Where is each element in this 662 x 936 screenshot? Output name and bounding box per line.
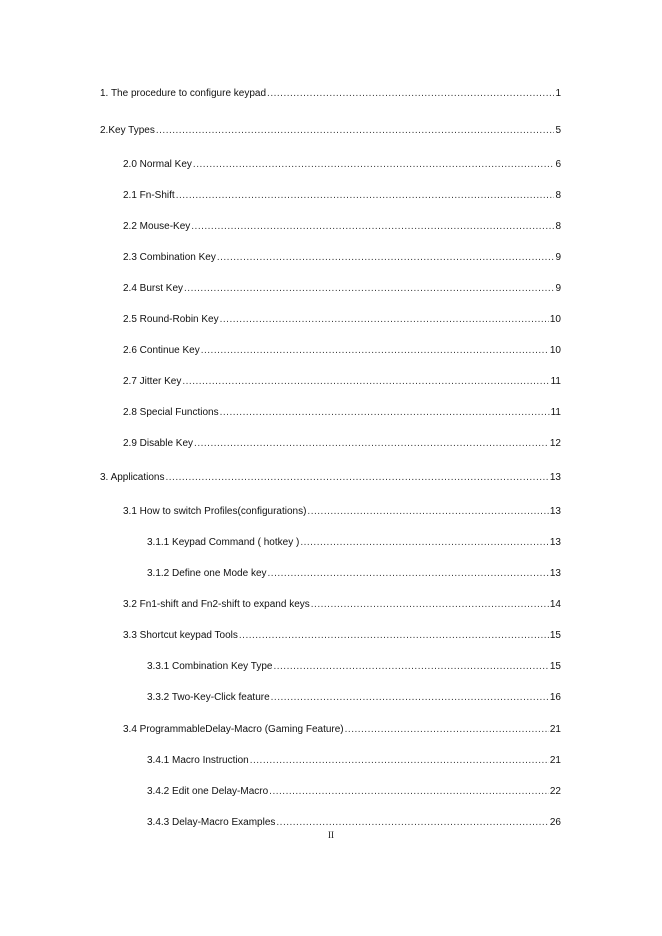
toc-entry-title: 3.3 Shortcut keypad Tools — [123, 630, 238, 641]
toc-entry[interactable] — [123, 598, 561, 611]
toc-leader-dots — [268, 567, 549, 580]
toc-entry[interactable] — [147, 754, 561, 767]
toc-entry[interactable] — [147, 816, 561, 829]
toc-entry-page: 13 — [549, 537, 561, 548]
toc-entry-title: 3.4.3 Delay-Macro Examples — [147, 817, 276, 828]
toc-entry[interactable] — [147, 536, 561, 549]
toc-entry-page: 1 — [555, 88, 561, 99]
toc-leader-dots — [273, 660, 548, 673]
toc-entry-title: 3. Applications — [100, 472, 165, 483]
toc-entry-title: 1. The procedure to configure keypad — [100, 88, 267, 99]
toc-entry-title: 3.2 Fn1-shift and Fn2-shift to expand keys — [123, 599, 310, 610]
toc-leader-dots — [193, 158, 555, 171]
toc-entry-title: 3.1.1 Keypad Command ( hotkey ) — [147, 537, 300, 548]
toc-leader-dots — [276, 816, 548, 829]
toc-entry-page: 11 — [550, 407, 561, 418]
toc-entry[interactable] — [123, 282, 561, 295]
toc-entry-title: 2.1 Fn-Shift — [123, 190, 175, 201]
toc-entry-title: 3.1.2 Define one Mode key — [147, 568, 267, 579]
toc-entry[interactable] — [147, 567, 561, 580]
toc-entry[interactable] — [100, 471, 561, 484]
toc-leader-dots — [194, 437, 549, 450]
toc-entry-page: 14 — [549, 599, 561, 610]
toc-leader-dots — [184, 282, 554, 295]
toc-leader-dots — [267, 87, 554, 100]
toc-entry[interactable] — [123, 313, 561, 326]
toc-entry-page: 11 — [550, 376, 561, 387]
toc-entry-title: 2.Key Types — [100, 125, 155, 136]
toc-entry[interactable] — [100, 124, 561, 137]
toc-entry[interactable] — [123, 220, 561, 233]
toc-leader-dots — [311, 598, 549, 611]
toc-leader-dots — [250, 754, 549, 767]
toc-leader-dots — [166, 471, 549, 484]
toc-entry-page: 13 — [549, 568, 561, 579]
toc-entry[interactable] — [147, 660, 561, 673]
toc-entry[interactable] — [123, 437, 561, 450]
toc-entry-page: 16 — [549, 692, 561, 703]
toc-leader-dots — [220, 406, 550, 419]
toc-entry[interactable] — [123, 158, 561, 171]
toc-leader-dots — [307, 505, 548, 518]
toc-entry-page: 15 — [549, 630, 561, 641]
toc-entry-page: 10 — [549, 314, 561, 325]
toc-leader-dots — [191, 220, 554, 233]
toc-entry-page: 13 — [549, 506, 561, 517]
toc-leader-dots — [182, 375, 549, 388]
toc-entry[interactable] — [123, 189, 561, 202]
toc-entry-title: 2.5 Round-Robin Key — [123, 314, 219, 325]
toc-leader-dots — [269, 785, 549, 798]
toc-entry[interactable] — [123, 344, 561, 357]
toc-entry-page: 8 — [555, 190, 561, 201]
toc-entry-title: 2.8 Special Functions — [123, 407, 219, 418]
toc-entry-page: 22 — [549, 786, 561, 797]
toc-leader-dots — [201, 344, 549, 357]
toc-leader-dots — [176, 189, 555, 202]
toc-entry-title: 3.4 ProgrammableDelay-Macro (Gaming Feature) — [123, 724, 344, 735]
toc-entry[interactable] — [100, 87, 561, 100]
toc-entry-title: 2.0 Normal Key — [123, 159, 192, 170]
toc-entry-page: 15 — [549, 661, 561, 672]
toc-entry-title: 3.3.2 Two-Key-Click feature — [147, 692, 270, 703]
toc-entry[interactable] — [123, 629, 561, 642]
toc-entry-page: 12 — [549, 438, 561, 449]
toc-entry[interactable] — [147, 691, 561, 704]
toc-entry-page: 21 — [549, 724, 561, 735]
toc-entry-title: 3.4.1 Macro Instruction — [147, 755, 249, 766]
toc-leader-dots — [220, 313, 549, 326]
toc-leader-dots — [300, 536, 549, 549]
toc-entry[interactable] — [123, 723, 561, 736]
toc-entry-page: 9 — [555, 283, 561, 294]
toc-entry[interactable] — [147, 785, 561, 798]
toc-leader-dots — [239, 629, 549, 642]
toc-entry-page: 5 — [555, 125, 561, 136]
toc-entry-page: 8 — [555, 221, 561, 232]
toc-leader-dots — [217, 251, 555, 264]
toc-leader-dots — [345, 723, 549, 736]
toc-entry-title: 2.3 Combination Key — [123, 252, 216, 263]
toc-entry-title: 2.2 Mouse-Key — [123, 221, 191, 232]
toc-entry-title: 2.6 Continue Key — [123, 345, 200, 356]
toc-entry-title: 2.4 Burst Key — [123, 283, 184, 294]
toc-leader-dots — [271, 691, 549, 704]
toc-entry-page: 6 — [555, 159, 561, 170]
toc-entry[interactable] — [123, 251, 561, 264]
toc-entry[interactable] — [123, 505, 561, 518]
toc-entry-title: 3.1 How to switch Profiles(configurations) — [123, 506, 307, 517]
toc-entry-title: 3.3.1 Combination Key Type — [147, 661, 273, 672]
page-number: II — [328, 830, 334, 840]
toc-entry-title: 3.4.2 Edit one Delay-Macro — [147, 786, 269, 797]
toc-entry[interactable] — [123, 406, 561, 419]
toc-entry[interactable] — [123, 375, 561, 388]
toc-entry-page: 26 — [549, 817, 561, 828]
toc-entry-title: 2.7 Jitter Key — [123, 376, 182, 387]
toc-entry-page: 10 — [549, 345, 561, 356]
toc-entry-page: 21 — [549, 755, 561, 766]
toc-entry-page: 13 — [549, 472, 561, 483]
toc-entry-title: 2.9 Disable Key — [123, 438, 194, 449]
toc-entry-page: 9 — [555, 252, 561, 263]
toc-leader-dots — [156, 124, 555, 137]
